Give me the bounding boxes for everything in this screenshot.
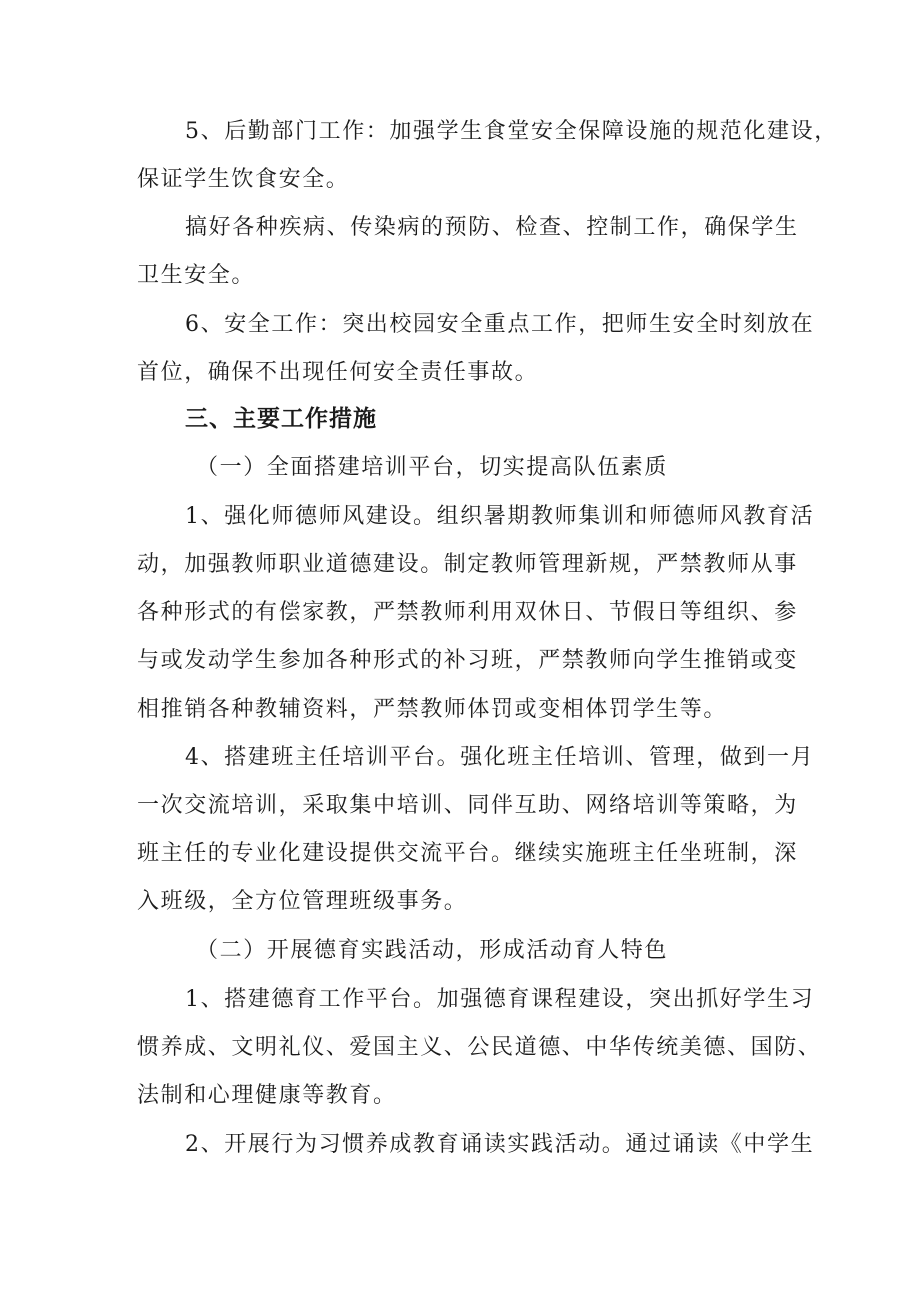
paragraph-safety-line-2: 首位，确保不出现任何安全责任事故。: [137, 360, 539, 385]
paragraph-disease-line-1: 搞好各种疾病、传染病的预防、检查、控制工作，确保学生: [185, 215, 799, 240]
paragraph-class-teacher-line-2: 一次交流培训，采取集中培训、同伴互助、网络培训等策略，为: [137, 793, 798, 818]
subsection-heading-moral-practice: （二）开展德育实践活动，形成活动育人特色: [196, 938, 669, 963]
paragraph-ethics-line-4: 与或发动学生参加各种形式的补习班，严禁教师向学生推销或变: [137, 648, 798, 673]
paragraph-class-teacher-line-4: 入班级，全方位管理班级事务。: [137, 889, 468, 914]
paragraph-ethics-line-3: 各种形式的有偿家教，严禁教师利用双休日、节假日等组织、参: [137, 600, 798, 625]
paragraph-ethics-line-2: 动，加强教师职业道德建设。制定教师管理新规，严禁教师从事: [137, 552, 798, 577]
paragraph-moral-platform-line-3: 法制和心理健康等教育。: [137, 1083, 397, 1108]
paragraph-ethics-line-1: 1、强化师德师风建设。组织暑期教师集训和师德师风教育活: [185, 504, 815, 529]
paragraph-disease-line-2: 卫生安全。: [137, 263, 256, 288]
paragraph-logistics-line-1: 5、后勤部门工作：加强学生食堂安全保障设施的规范化建设，: [185, 119, 838, 144]
paragraph-moral-platform-line-1: 1、搭建德育工作平台。加强德育课程建设，突出抓好学生习: [185, 987, 815, 1012]
paragraph-ethics-line-5: 相推销各种教辅资料，严禁教师体罚或变相体罚学生等。: [137, 697, 728, 722]
paragraph-class-teacher-line-3: 班主任的专业化建设提供交流平台。继续实施班主任坐班制，深: [137, 841, 798, 866]
paragraph-class-teacher-line-1: 4、搭建班主任培训平台。强化班主任培训、管理，做到一月: [185, 745, 815, 770]
subsection-heading-training: （一）全面搭建培训平台，切实提高队伍素质: [196, 455, 669, 480]
paragraph-recitation-line-1: 2、开展行为习惯养成教育诵读实践活动。通过诵读《中学生: [185, 1132, 815, 1157]
paragraph-logistics-line-2: 保证学生饮食安全。: [137, 167, 350, 192]
paragraph-moral-platform-line-2: 惯养成、文明礼仪、爱国主义、公民道德、中华传统美德、国防、: [137, 1035, 822, 1060]
section-heading-main-measures: 三、主要工作措施: [185, 406, 377, 432]
paragraph-safety-line-1: 6、安全工作：突出校园安全重点工作，把师生安全时刻放在: [185, 312, 815, 337]
